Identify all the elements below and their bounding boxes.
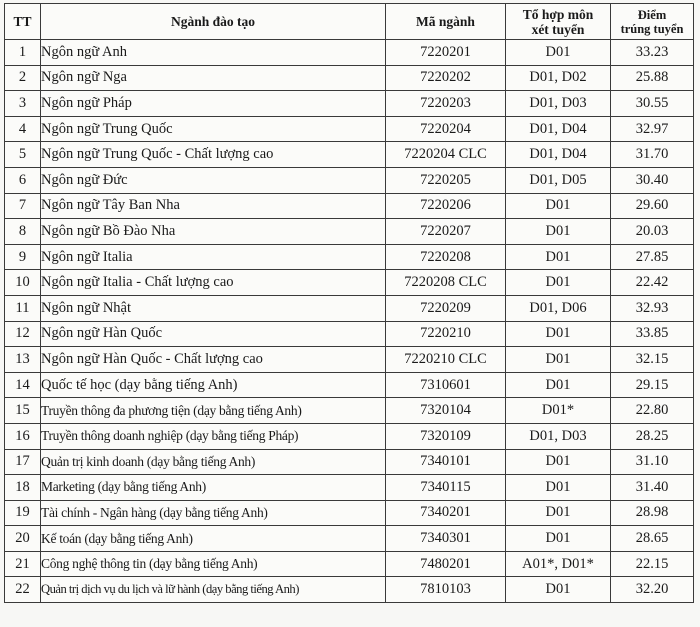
table-row <box>5 193 694 219</box>
major-name: Quản trị kinh doanh (dạy bằng tiếng Anh) <box>41 449 386 475</box>
header-tt: TT <box>5 4 41 40</box>
admission-score: 30.55 <box>611 91 694 117</box>
table-row <box>5 500 694 526</box>
table-row <box>5 423 694 449</box>
subject-combination: D01 <box>506 270 611 296</box>
admission-score: 32.20 <box>611 577 694 603</box>
admission-score: 28.98 <box>611 500 694 526</box>
major-name: Ngôn ngữ Pháp <box>41 91 386 117</box>
admission-score: 29.15 <box>611 372 694 398</box>
table-row <box>5 40 694 66</box>
admission-score: 31.10 <box>611 449 694 475</box>
subject-combination: D01 <box>506 347 611 373</box>
major-code: 7340301 <box>386 526 506 552</box>
major-code: 7220210 <box>386 321 506 347</box>
major-name: Ngôn ngữ Nhật <box>41 295 386 321</box>
header-combo-line2: xét tuyển <box>531 21 585 37</box>
table-row <box>5 347 694 373</box>
row-number: 14 <box>5 372 41 398</box>
major-name: Truyền thông doanh nghiệp (dạy bằng tiếng Pháp) <box>41 423 386 449</box>
major-name: Ngôn ngữ Trung Quốc - Chất lượng cao <box>41 142 386 168</box>
header-score <box>611 4 694 40</box>
major-code: 7220201 <box>386 40 506 66</box>
row-number: 11 <box>5 295 41 321</box>
header-major: Ngành đào tạo <box>41 4 386 40</box>
admission-score: 28.65 <box>611 526 694 552</box>
subject-combination: D01, D04 <box>506 142 611 168</box>
subject-combination: D01 <box>506 372 611 398</box>
major-name: Công nghệ thông tin (dạy bằng tiếng Anh) <box>41 551 386 577</box>
admission-score: 20.03 <box>611 219 694 245</box>
admission-score: 28.25 <box>611 423 694 449</box>
subject-combination: D01 <box>506 244 611 270</box>
table-body <box>5 40 694 603</box>
major-name: Ngôn ngữ Tây Ban Nha <box>41 193 386 219</box>
major-code: 7480201 <box>386 551 506 577</box>
row-number: 8 <box>5 219 41 245</box>
table-row <box>5 219 694 245</box>
subject-combination: D01 <box>506 475 611 501</box>
admission-score: 22.80 <box>611 398 694 424</box>
subject-combination: A01*, D01* <box>506 551 611 577</box>
subject-combination: D01, D06 <box>506 295 611 321</box>
major-code: 7340201 <box>386 500 506 526</box>
table-row <box>5 295 694 321</box>
row-number: 22 <box>5 577 41 603</box>
admission-scores-table <box>4 3 694 603</box>
row-number: 13 <box>5 347 41 373</box>
admission-score: 30.40 <box>611 167 694 193</box>
major-code: 7220208 CLC <box>386 270 506 296</box>
header-score-line1: Điểm <box>637 7 667 22</box>
major-code: 7340101 <box>386 449 506 475</box>
major-name: Ngôn ngữ Italia - Chất lượng cao <box>41 270 386 296</box>
row-number: 17 <box>5 449 41 475</box>
major-code: 7220204 CLC <box>386 142 506 168</box>
subject-combination: D01* <box>506 398 611 424</box>
major-code: 7220208 <box>386 244 506 270</box>
header-score-line2: trúng tuyển <box>620 21 684 36</box>
row-number: 7 <box>5 193 41 219</box>
row-number: 4 <box>5 116 41 142</box>
subject-combination: D01 <box>506 193 611 219</box>
row-number: 1 <box>5 40 41 66</box>
admission-score: 25.88 <box>611 65 694 91</box>
admission-score: 33.85 <box>611 321 694 347</box>
major-name: Ngôn ngữ Trung Quốc <box>41 116 386 142</box>
row-number: 15 <box>5 398 41 424</box>
row-number: 5 <box>5 142 41 168</box>
major-name: Ngôn ngữ Bồ Đào Nha <box>41 219 386 245</box>
major-code: 7220209 <box>386 295 506 321</box>
major-code: 7220205 <box>386 167 506 193</box>
major-code: 7220203 <box>386 91 506 117</box>
table-row <box>5 372 694 398</box>
row-number: 10 <box>5 270 41 296</box>
table-row <box>5 475 694 501</box>
row-number: 9 <box>5 244 41 270</box>
major-name: Marketing (dạy bằng tiếng Anh) <box>41 475 386 501</box>
header-combo <box>506 4 611 40</box>
table-row <box>5 142 694 168</box>
major-name: Kế toán (dạy bằng tiếng Anh) <box>41 526 386 552</box>
major-code: 7320109 <box>386 423 506 449</box>
row-number: 2 <box>5 65 41 91</box>
subject-combination: D01 <box>506 500 611 526</box>
major-name: Ngôn ngữ Hàn Quốc <box>41 321 386 347</box>
row-number: 20 <box>5 526 41 552</box>
major-name: Tài chính - Ngân hàng (dạy bằng tiếng Anh) <box>41 500 386 526</box>
major-name: Truyền thông đa phương tiện (dạy bằng tiếng Anh) <box>41 398 386 424</box>
table-row <box>5 551 694 577</box>
table-header-row <box>5 4 694 40</box>
table-row <box>5 167 694 193</box>
subject-combination: D01, D02 <box>506 65 611 91</box>
row-number: 16 <box>5 423 41 449</box>
subject-combination: D01 <box>506 40 611 66</box>
major-name: Quốc tế học (dạy bằng tiếng Anh) <box>41 372 386 398</box>
admission-score: 33.23 <box>611 40 694 66</box>
admission-score: 22.42 <box>611 270 694 296</box>
table-row <box>5 449 694 475</box>
admission-score: 32.15 <box>611 347 694 373</box>
subject-combination: D01 <box>506 449 611 475</box>
major-name: Ngôn ngữ Hàn Quốc - Chất lượng cao <box>41 347 386 373</box>
admission-score: 27.85 <box>611 244 694 270</box>
header-code: Mã ngành <box>386 4 506 40</box>
admission-score: 31.40 <box>611 475 694 501</box>
major-name: Quản trị dịch vụ du lịch và lữ hành (dạy bằng tiếng Anh) <box>41 577 386 603</box>
row-number: 19 <box>5 500 41 526</box>
admission-score: 32.93 <box>611 295 694 321</box>
subject-combination: D01, D03 <box>506 91 611 117</box>
major-code: 7220204 <box>386 116 506 142</box>
major-code: 7320104 <box>386 398 506 424</box>
table-row <box>5 321 694 347</box>
subject-combination: D01, D04 <box>506 116 611 142</box>
major-code: 7340115 <box>386 475 506 501</box>
major-name: Ngôn ngữ Italia <box>41 244 386 270</box>
row-number: 12 <box>5 321 41 347</box>
subject-combination: D01 <box>506 577 611 603</box>
major-code: 7220206 <box>386 193 506 219</box>
major-code: 7810103 <box>386 577 506 603</box>
table-row <box>5 91 694 117</box>
admission-score: 32.97 <box>611 116 694 142</box>
row-number: 6 <box>5 167 41 193</box>
table-row <box>5 270 694 296</box>
row-number: 3 <box>5 91 41 117</box>
table-row <box>5 65 694 91</box>
table-row <box>5 398 694 424</box>
major-code: 7220210 CLC <box>386 347 506 373</box>
table-row <box>5 526 694 552</box>
major-name: Ngôn ngữ Đức <box>41 167 386 193</box>
row-number: 18 <box>5 475 41 501</box>
subject-combination: D01, D05 <box>506 167 611 193</box>
major-name: Ngôn ngữ Anh <box>41 40 386 66</box>
table-row <box>5 577 694 603</box>
row-number: 21 <box>5 551 41 577</box>
major-code: 7310601 <box>386 372 506 398</box>
subject-combination: D01 <box>506 219 611 245</box>
subject-combination: D01 <box>506 526 611 552</box>
header-combo-line1: Tổ hợp môn <box>522 6 594 22</box>
subject-combination: D01 <box>506 321 611 347</box>
major-code: 7220202 <box>386 65 506 91</box>
table-row <box>5 244 694 270</box>
admission-score: 22.15 <box>611 551 694 577</box>
admission-score: 29.60 <box>611 193 694 219</box>
major-code: 7220207 <box>386 219 506 245</box>
admission-score: 31.70 <box>611 142 694 168</box>
major-name: Ngôn ngữ Nga <box>41 65 386 91</box>
subject-combination: D01, D03 <box>506 423 611 449</box>
table-row <box>5 116 694 142</box>
